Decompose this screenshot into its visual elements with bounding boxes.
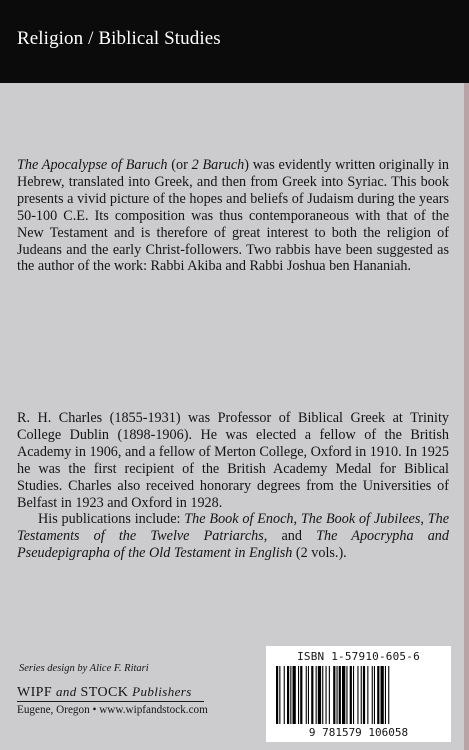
- bio-paragraph: R. H. Charles (1855-1931) was Professor of Biblical Greek at Trinity College Dublin (1898-1906). He was elected a fellow of the British Academy in 1906, and a fellow of Merton College, Oxford in 1910. In 1925 he was the first recipient of the British Academy Medal for Biblical Studies. Charles also received honorary degrees from the Universities of Belfast in 1923 and Oxford in 1928.: [17, 410, 449, 511]
- description-text: (or: [167, 157, 192, 173]
- publication-title: The Apocrypha and Pseudepigrapha of the Old Testament in English: [17, 528, 449, 562]
- publisher-word: WIPF: [17, 685, 56, 700]
- barcode-bar: [290, 666, 291, 724]
- publication-title: The Book of Jubilees: [300, 511, 421, 528]
- barcode-bar: [326, 666, 327, 724]
- barcode-bar: [316, 666, 317, 724]
- publication-title: The Book of Enoch: [184, 511, 294, 528]
- publisher-location: Eugene, Oregon • www.wipfandstock.com: [17, 704, 208, 716]
- barcode-bar: [350, 666, 352, 724]
- book-alt-title: 2 Baruch: [191, 157, 245, 173]
- barcode-bar: [361, 666, 362, 724]
- barcode-bar: [346, 666, 347, 724]
- separator: ,: [420, 511, 428, 528]
- page-edge-strip: [464, 83, 469, 750]
- barcode-bar: [372, 666, 373, 724]
- barcode-bar: [342, 666, 345, 724]
- author-bio: [17, 410, 449, 562]
- publisher-word: and: [55, 684, 77, 699]
- barcode-bar: [337, 666, 338, 724]
- barcode-bar: [339, 666, 341, 724]
- publisher-word: Publishers: [132, 684, 192, 699]
- book-description: [17, 157, 449, 275]
- category-label: Religion / Biblical Studies: [17, 28, 221, 49]
- barcode-bar: [276, 666, 278, 724]
- barcode-bar: [318, 666, 321, 724]
- barcode-bar: [322, 666, 323, 724]
- barcode-bar: [329, 666, 330, 724]
- barcode-bar: [374, 666, 375, 724]
- barcode-bar: [293, 666, 296, 724]
- book-title: The Apocalypse of Baruch: [17, 157, 168, 173]
- category-header-bar: [0, 0, 469, 83]
- publications-tail: (2 vols.).: [292, 545, 347, 562]
- barcode-bar: [377, 666, 379, 724]
- publisher-divider: [17, 701, 204, 702]
- barcode-bar: [333, 666, 335, 724]
- barcode-bar: [353, 666, 354, 724]
- barcode-bar: [381, 666, 384, 724]
- barcode-number: 9 781579 106058: [308, 726, 409, 739]
- description-text: ) was evidently written originally in Hebrew, translated into Greek, and then from Greek into Syriac. This book presents a vivid picture of the hopes and beliefs of Judaism during the years 50-100 C.E. Its composition was thus contemporaneous with that of the New Testament and is therefore of great interest to both the religion of Judeans and the early Christ-followers. Two rabbis have been suggested as the author of the work: Rabbi Akiba and Rabbi Joshua ben Hananiah.: [17, 157, 449, 275]
- series-design-credit: Series design by Alice F. Ritari: [19, 663, 149, 674]
- barcode-bar: [357, 666, 358, 724]
- publisher-name: [17, 684, 192, 701]
- isbn-label: ISBN 1-57910-605-6: [297, 650, 420, 663]
- barcode-bar: [311, 666, 313, 724]
- isbn-barcode: [266, 646, 451, 742]
- barcode-bar: [306, 666, 307, 724]
- publications-intro: His publications include:: [38, 511, 185, 528]
- barcode-bar: [300, 666, 302, 724]
- barcode-bar: [298, 666, 299, 724]
- barcode-bar: [367, 666, 368, 724]
- barcode-bar: [287, 666, 289, 724]
- barcode-bar: [308, 666, 309, 724]
- publication-title: The Testaments of the Twelve Patriarchs: [17, 511, 450, 545]
- barcode-bar: [388, 666, 389, 724]
- publisher-word: STOCK: [76, 685, 133, 700]
- barcode-bar: [363, 666, 365, 724]
- barcode-bars: [276, 666, 441, 724]
- publications-paragraph: [17, 511, 449, 562]
- separator: ,: [293, 511, 301, 528]
- barcode-bar: [279, 666, 280, 724]
- separator: , and: [263, 528, 317, 545]
- barcode-bar: [284, 666, 285, 724]
- barcode-bar: [385, 666, 386, 724]
